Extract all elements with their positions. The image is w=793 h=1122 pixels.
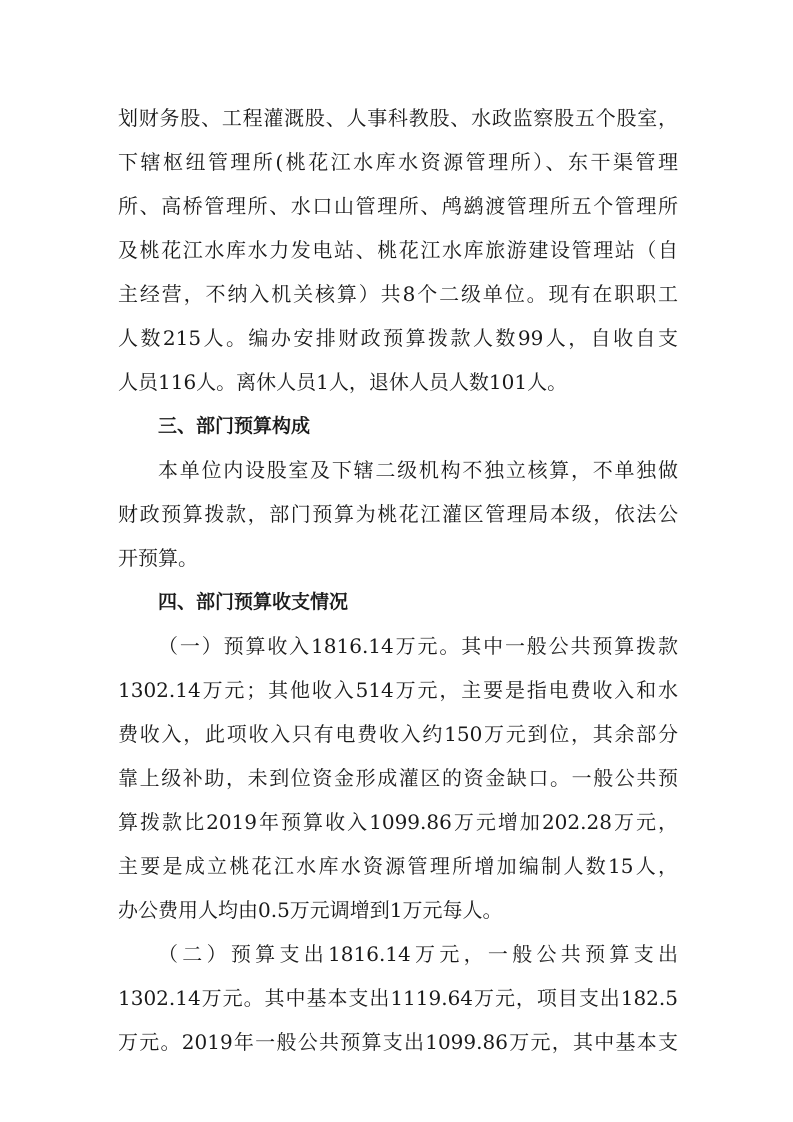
paragraph-line: （二）预算支出1816.14万元，一般公共预算支出 xyxy=(158,942,678,966)
paragraph-line: 1302.14万元；其他收入514万元，主要是指电费收入和水 xyxy=(118,678,678,702)
paragraph-line: 办公费用人均由0.5万元调增到1万元每人。 xyxy=(118,898,503,922)
paragraph-line: 开预算。 xyxy=(118,546,198,570)
paragraph-line: 靠上级补助，未到位资金形成灌区的资金缺口。一般公共预 xyxy=(118,766,678,790)
paragraph-line: 及桃花江水库水力发电站、桃花江水库旅游建设管理站（自 xyxy=(118,238,678,262)
section-heading-budget-composition: 三、部门预算构成 xyxy=(158,415,311,437)
paragraph-line: 划财务股、工程灌溉股、人事科教股、水政监察股五个股室， xyxy=(118,106,678,130)
paragraph-line: 本单位内设股室及下辖二级机构不独立核算，不单独做 xyxy=(158,458,678,482)
paragraph-line: 所、高桥管理所、水口山管理所、鸬鹚渡管理所五个管理所 xyxy=(118,194,678,218)
paragraph-line: 1302.14万元。其中基本支出1119.64万元，项目支出182.5 xyxy=(118,986,678,1010)
paragraph-line: 人数215人。编办安排财政预算拨款人数99人，自收自支 xyxy=(118,326,678,350)
paragraph-line: 算拨款比2019年预算收入1099.86万元增加202.28万元， xyxy=(118,810,678,834)
paragraph-line: 主经营，不纳入机关核算）共8个二级单位。现有在职职工 xyxy=(118,282,678,306)
section-heading-budget-income-expenditure: 四、部门预算收支情况 xyxy=(158,591,349,613)
paragraph-line: （一）预算收入1816.14万元。其中一般公共预算拨款 xyxy=(158,634,678,658)
document-body xyxy=(118,96,678,1064)
paragraph-line: 人员116人。离休人员1人，退休人员人数101人。 xyxy=(118,370,568,394)
paragraph-line: 财政预算拨款，部门预算为桃花江灌区管理局本级，依法公 xyxy=(118,502,678,526)
paragraph-line: 费收入，此项收入只有电费收入约150万元到位，其余部分 xyxy=(118,722,678,746)
paragraph-line: 万元。2019年一般公共预算支出1099.86万元，其中基本支 xyxy=(118,1030,678,1054)
paragraph-line: 下辖枢纽管理所(桃花江水库水资源管理所）、东干渠管理 xyxy=(118,150,678,174)
paragraph-line: 主要是成立桃花江水库水资源管理所增加编制人数15人， xyxy=(118,854,678,878)
